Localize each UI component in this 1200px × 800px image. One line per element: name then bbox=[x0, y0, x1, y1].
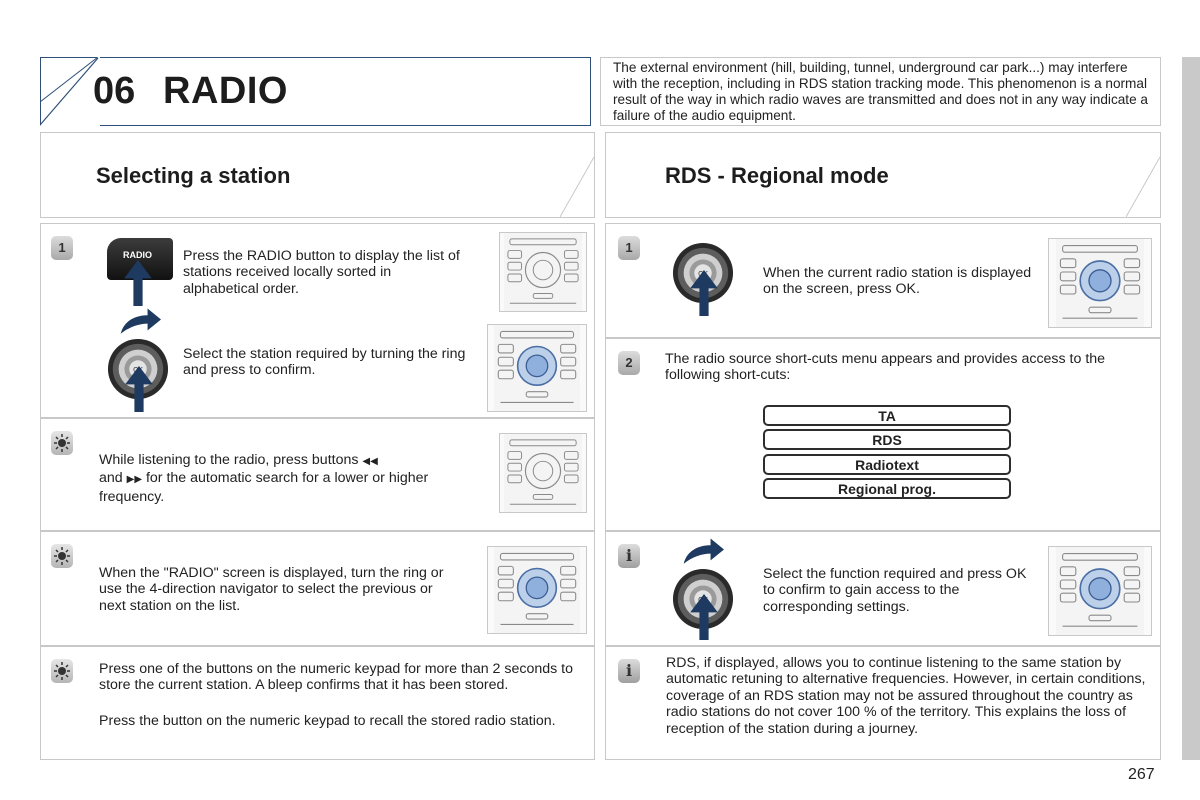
right-section-title: RDS - Regional mode bbox=[665, 163, 889, 188]
notice-box bbox=[600, 57, 1161, 126]
left-step1-text-a: Press the RADIO button to display the list of stations received locally sorted in alphabetical order. bbox=[183, 248, 460, 297]
up-arrow-icon bbox=[125, 366, 153, 412]
panel-thumbnail-highlighted bbox=[487, 324, 587, 412]
seek-back-icon: ◀◀ bbox=[362, 456, 378, 467]
shortcut-rds[interactable]: RDS bbox=[763, 429, 1011, 450]
chapter-tab bbox=[1182, 57, 1200, 760]
step-badge-2: 2 bbox=[618, 351, 640, 375]
left-tip1-text bbox=[99, 452, 439, 505]
panel-thumbnail-highlighted bbox=[1048, 546, 1152, 636]
rotate-arrow-icon bbox=[682, 538, 724, 566]
notice-text: The external environment (hill, building, tunnel, underground car park...) may interfere with the reception, including in RDS station tracking mode. This phenomenon is a normal result of the way in which radio waves are transmitted and does not in any way indicate a failure of the audio equipment. bbox=[613, 60, 1148, 123]
right-info1-block bbox=[605, 531, 1161, 646]
panel-thumbnail bbox=[499, 433, 587, 513]
up-arrow-icon bbox=[124, 260, 152, 306]
chapter-number: 06 bbox=[93, 70, 136, 112]
left-step1-text-b: Select the station required by turning the ring and press to confirm. bbox=[183, 346, 466, 379]
chapter-title: RADIO bbox=[163, 70, 288, 112]
left-tip1-text-b: and bbox=[99, 470, 123, 487]
shortcut-radiotext[interactable]: Radiotext bbox=[763, 454, 1011, 475]
left-tip1-text-c: for the automatic search for a lower or higher frequency. bbox=[99, 470, 429, 505]
right-step1-block bbox=[605, 223, 1161, 338]
right-info2-block bbox=[605, 646, 1161, 760]
step-badge-1: 1 bbox=[51, 236, 73, 260]
rotate-arrow-icon bbox=[119, 308, 161, 336]
left-tip3-text-a: Press one of the buttons on the numeric keypad for more than 2 seconds to store the current station. A bleep confirms that it has been stored. bbox=[99, 661, 573, 694]
left-tip1-block bbox=[40, 418, 595, 531]
info-icon: i bbox=[618, 659, 640, 683]
page-number: 267 bbox=[1128, 766, 1155, 783]
right-step2-text: The radio source short-cuts menu appears and provides access to the following short-cuts: bbox=[665, 351, 1106, 384]
right-info1-text: Select the function required and press OK to confirm to gain access to the corresponding settings. bbox=[763, 566, 1027, 615]
header-fold-decoration bbox=[560, 157, 594, 217]
left-section-title: Selecting a station bbox=[96, 163, 291, 188]
left-section-header bbox=[40, 132, 595, 218]
left-tip2-block bbox=[40, 531, 595, 646]
banner-corner-decoration bbox=[40, 57, 100, 127]
up-arrow-icon bbox=[690, 594, 718, 640]
left-step1-block bbox=[40, 223, 595, 418]
shortcut-ta[interactable]: TA bbox=[763, 405, 1011, 426]
header-fold-decoration bbox=[1126, 157, 1160, 217]
up-arrow-icon bbox=[690, 270, 718, 316]
tip-icon bbox=[51, 544, 73, 568]
left-tip3-block bbox=[40, 646, 595, 760]
tip-icon bbox=[51, 659, 73, 683]
shortcut-regional-prog[interactable]: Regional prog. bbox=[763, 478, 1011, 499]
right-section-header bbox=[605, 132, 1161, 218]
right-info2-text: RDS, if displayed, allows you to continue listening to the same station by automatic retuning to alternative frequencies. However, in certain conditions, coverage of an RDS station may not be assured throughout the country as radio stations do not cover 100 % of the territory. This explains the loss of reception of the station during a journey. bbox=[666, 655, 1146, 737]
panel-thumbnail-highlighted bbox=[1048, 238, 1152, 328]
panel-thumbnail-highlighted bbox=[487, 546, 587, 634]
right-step2-block bbox=[605, 338, 1161, 531]
step-badge-1: 1 bbox=[618, 236, 640, 260]
radio-button-label: RADIO bbox=[123, 250, 152, 260]
left-tip2-text: When the "RADIO" screen is displayed, turn the ring or use the 4-direction navigator to select the previous or next station on the list. bbox=[99, 565, 444, 614]
seek-forward-icon: ▶▶ bbox=[126, 474, 143, 486]
panel-thumbnail bbox=[499, 232, 587, 312]
left-tip1-text-a: While listening to the radio, press buttons bbox=[99, 452, 359, 468]
left-tip3-text-b: Press the button on the numeric keypad to recall the stored radio station. bbox=[99, 713, 556, 729]
info-icon: i bbox=[618, 544, 640, 568]
right-step1-text: When the current radio station is displayed on the screen, press OK. bbox=[763, 265, 1032, 298]
tip-icon bbox=[51, 431, 73, 455]
chapter-banner bbox=[40, 57, 591, 126]
